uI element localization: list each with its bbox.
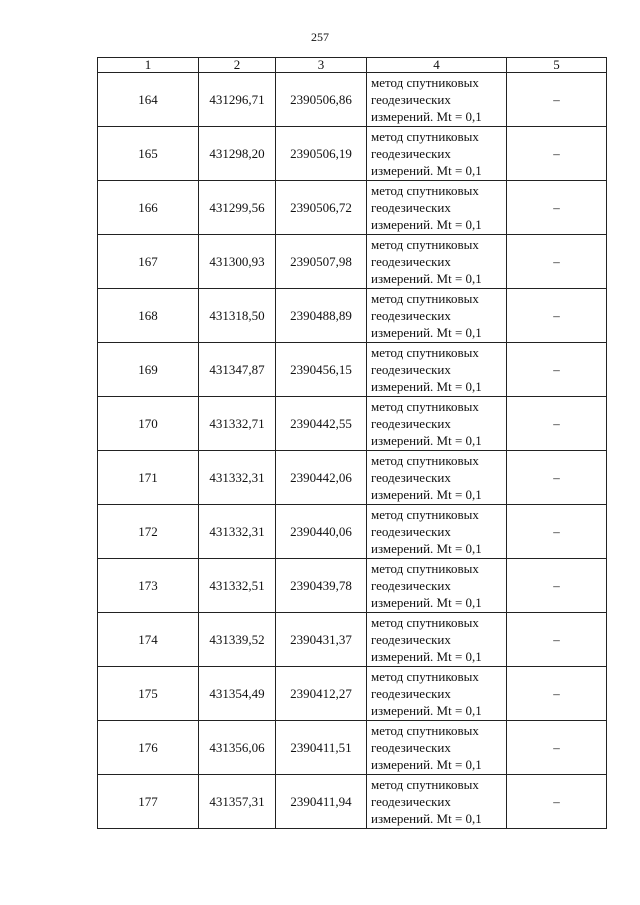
- y-coordinate-cell: 2390488,89: [276, 289, 367, 343]
- method-text-line: метод спутниковых: [371, 777, 479, 792]
- note-cell: –: [507, 721, 607, 775]
- column-header-2: 2: [199, 58, 276, 73]
- method-text-line: метод спутниковых: [371, 723, 479, 738]
- method-cell: [367, 397, 507, 451]
- method-cell: [367, 559, 507, 613]
- method-text-line: метод спутниковых: [371, 453, 479, 468]
- column-header-3: 3: [276, 58, 367, 73]
- x-coordinate-cell: 431332,51: [199, 559, 276, 613]
- method-text-line: измерений. Mt = 0,1: [371, 811, 482, 826]
- note-cell: –: [507, 667, 607, 721]
- method-text-line: геодезических: [371, 578, 451, 593]
- method-text-line: геодезических: [371, 740, 451, 755]
- table-row: [98, 613, 607, 667]
- method-text-line: геодезических: [371, 794, 451, 809]
- table-row: [98, 235, 607, 289]
- table-row: [98, 127, 607, 181]
- point-number-cell: 169: [98, 343, 199, 397]
- method-text-line: измерений. Mt = 0,1: [371, 487, 482, 502]
- method-text-line: измерений. Mt = 0,1: [371, 757, 482, 772]
- method-text-line: измерений. Mt = 0,1: [371, 271, 482, 286]
- note-cell: –: [507, 127, 607, 181]
- method-text-line: метод спутниковых: [371, 669, 479, 684]
- point-number-cell: 167: [98, 235, 199, 289]
- x-coordinate-cell: 431298,20: [199, 127, 276, 181]
- note-cell: –: [507, 505, 607, 559]
- y-coordinate-cell: 2390411,94: [276, 775, 367, 829]
- point-number-cell: 174: [98, 613, 199, 667]
- method-text-line: измерений. Mt = 0,1: [371, 163, 482, 178]
- x-coordinate-cell: 431296,71: [199, 73, 276, 127]
- method-text-line: геодезических: [371, 686, 451, 701]
- method-cell: [367, 505, 507, 559]
- method-cell: [367, 73, 507, 127]
- y-coordinate-cell: 2390507,98: [276, 235, 367, 289]
- point-number-cell: 173: [98, 559, 199, 613]
- point-number-cell: 170: [98, 397, 199, 451]
- x-coordinate-cell: 431356,06: [199, 721, 276, 775]
- column-header-4: 4: [367, 58, 507, 73]
- note-cell: –: [507, 181, 607, 235]
- note-cell: –: [507, 343, 607, 397]
- coordinates-table: [97, 57, 607, 829]
- method-text-line: геодезических: [371, 92, 451, 107]
- note-cell: –: [507, 613, 607, 667]
- x-coordinate-cell: 431299,56: [199, 181, 276, 235]
- note-cell: –: [507, 397, 607, 451]
- x-coordinate-cell: 431318,50: [199, 289, 276, 343]
- method-text-line: геодезических: [371, 416, 451, 431]
- table-row: [98, 505, 607, 559]
- method-text-line: метод спутниковых: [371, 615, 479, 630]
- table-header-row: [98, 58, 607, 73]
- table-row: [98, 667, 607, 721]
- method-text-line: геодезических: [371, 362, 451, 377]
- note-cell: –: [507, 451, 607, 505]
- page-number: 257: [311, 30, 329, 44]
- method-text-line: геодезических: [371, 524, 451, 539]
- y-coordinate-cell: 2390440,06: [276, 505, 367, 559]
- note-cell: –: [507, 775, 607, 829]
- note-cell: –: [507, 559, 607, 613]
- y-coordinate-cell: 2390412,27: [276, 667, 367, 721]
- y-coordinate-cell: 2390411,51: [276, 721, 367, 775]
- y-coordinate-cell: 2390442,55: [276, 397, 367, 451]
- column-header-5: 5: [507, 58, 607, 73]
- method-text-line: метод спутниковых: [371, 399, 479, 414]
- method-cell: [367, 343, 507, 397]
- column-header-1: 1: [98, 58, 199, 73]
- method-cell: [367, 451, 507, 505]
- method-text-line: метод спутниковых: [371, 507, 479, 522]
- method-text-line: метод спутниковых: [371, 75, 479, 90]
- x-coordinate-cell: 431339,52: [199, 613, 276, 667]
- method-cell: [367, 289, 507, 343]
- method-text-line: метод спутниковых: [371, 183, 479, 198]
- x-coordinate-cell: 431332,71: [199, 397, 276, 451]
- method-text-line: геодезических: [371, 200, 451, 215]
- method-text-line: геодезических: [371, 632, 451, 647]
- table-row: [98, 775, 607, 829]
- method-cell: [367, 127, 507, 181]
- note-cell: –: [507, 289, 607, 343]
- method-text-line: измерений. Mt = 0,1: [371, 217, 482, 232]
- method-text-line: метод спутниковых: [371, 291, 479, 306]
- point-number-cell: 164: [98, 73, 199, 127]
- table-row: [98, 559, 607, 613]
- method-text-line: метод спутниковых: [371, 561, 479, 576]
- method-cell: [367, 181, 507, 235]
- x-coordinate-cell: 431300,93: [199, 235, 276, 289]
- point-number-cell: 171: [98, 451, 199, 505]
- table-row: [98, 73, 607, 127]
- method-text-line: измерений. Mt = 0,1: [371, 649, 482, 664]
- x-coordinate-cell: 431357,31: [199, 775, 276, 829]
- method-cell: [367, 667, 507, 721]
- method-text-line: метод спутниковых: [371, 129, 479, 144]
- method-text-line: метод спутниковых: [371, 345, 479, 360]
- y-coordinate-cell: 2390431,37: [276, 613, 367, 667]
- method-text-line: метод спутниковых: [371, 237, 479, 252]
- point-number-cell: 172: [98, 505, 199, 559]
- method-cell: [367, 775, 507, 829]
- x-coordinate-cell: 431332,31: [199, 451, 276, 505]
- method-text-line: измерений. Mt = 0,1: [371, 595, 482, 610]
- y-coordinate-cell: 2390439,78: [276, 559, 367, 613]
- table-body: [98, 73, 607, 829]
- table-row: [98, 721, 607, 775]
- method-text-line: измерений. Mt = 0,1: [371, 433, 482, 448]
- table-row: [98, 397, 607, 451]
- table-row: [98, 451, 607, 505]
- note-cell: –: [507, 73, 607, 127]
- x-coordinate-cell: 431354,49: [199, 667, 276, 721]
- y-coordinate-cell: 2390442,06: [276, 451, 367, 505]
- y-coordinate-cell: 2390506,19: [276, 127, 367, 181]
- table-row: [98, 289, 607, 343]
- y-coordinate-cell: 2390506,72: [276, 181, 367, 235]
- point-number-cell: 166: [98, 181, 199, 235]
- method-text-line: геодезических: [371, 470, 451, 485]
- method-text-line: измерений. Mt = 0,1: [371, 379, 482, 394]
- table-row: [98, 343, 607, 397]
- x-coordinate-cell: 431347,87: [199, 343, 276, 397]
- method-text-line: измерений. Mt = 0,1: [371, 703, 482, 718]
- method-text-line: геодезических: [371, 308, 451, 323]
- y-coordinate-cell: 2390506,86: [276, 73, 367, 127]
- table-row: [98, 181, 607, 235]
- point-number-cell: 176: [98, 721, 199, 775]
- x-coordinate-cell: 431332,31: [199, 505, 276, 559]
- method-text-line: измерений. Mt = 0,1: [371, 541, 482, 556]
- method-cell: [367, 721, 507, 775]
- method-cell: [367, 613, 507, 667]
- method-text-line: геодезических: [371, 254, 451, 269]
- method-text-line: измерений. Mt = 0,1: [371, 109, 482, 124]
- point-number-cell: 165: [98, 127, 199, 181]
- y-coordinate-cell: 2390456,15: [276, 343, 367, 397]
- method-cell: [367, 235, 507, 289]
- method-text-line: геодезических: [371, 146, 451, 161]
- point-number-cell: 168: [98, 289, 199, 343]
- note-cell: –: [507, 235, 607, 289]
- point-number-cell: 175: [98, 667, 199, 721]
- method-text-line: измерений. Mt = 0,1: [371, 325, 482, 340]
- point-number-cell: 177: [98, 775, 199, 829]
